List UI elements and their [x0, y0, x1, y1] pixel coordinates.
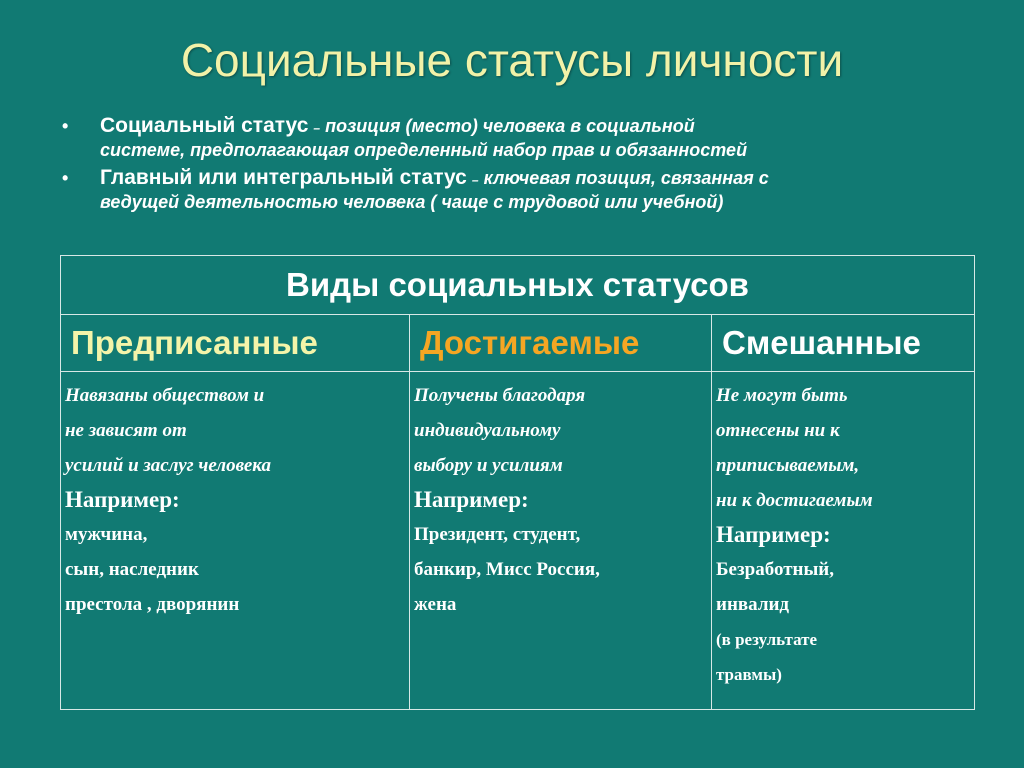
type-mixed: Смешанные: [712, 315, 975, 372]
description-line: ни к достигаемым: [716, 490, 873, 511]
description-line: Получены благодаря: [414, 385, 586, 406]
description-line: отнесены ни к: [716, 420, 840, 441]
example-line: мужчина,: [65, 524, 148, 545]
example-line: престола , дворянин: [65, 594, 240, 615]
term-main-status: Главный или интегральный статус: [100, 166, 467, 189]
status-description-row: [61, 372, 975, 710]
term-dash: –: [313, 121, 321, 135]
example-label: Например:: [716, 522, 831, 547]
description-line: усилий и заслуг человека: [65, 455, 271, 476]
bullet-icon: •: [62, 116, 69, 136]
example-label: Например:: [414, 487, 529, 512]
description-line: выбору и усилиям: [414, 455, 563, 476]
description-line: Навязаны обществом и: [65, 385, 265, 406]
table-heading: Виды социальных статусов: [61, 256, 975, 315]
definition-item-social-status: [60, 115, 960, 161]
example-note-line: (в результате: [716, 630, 818, 649]
example-line: Президент, студент,: [414, 524, 581, 545]
definition-line: ключевая позиция, связанная с: [483, 168, 769, 188]
example-note-line: травмы): [716, 665, 782, 684]
example-line: сын, наследник: [65, 559, 199, 580]
example-line: жена: [414, 594, 457, 615]
type-achieved: Достигаемые: [410, 315, 712, 372]
term-social-status: Социальный статус: [100, 114, 309, 137]
table-heading-row: [61, 256, 975, 315]
description-mixed: [712, 372, 975, 710]
description-line: Не могут быть: [716, 385, 848, 406]
example-line: банкир, Мисс Россия,: [414, 559, 600, 580]
slide-title: Социальные статусы личности: [180, 34, 844, 86]
description-prescribed: [61, 372, 410, 710]
definition-item-main-status: [60, 167, 960, 213]
example-label: Например:: [65, 487, 180, 512]
example-line: инвалид: [716, 594, 790, 615]
definition-line: позиция (место) человека в социальной: [325, 116, 695, 136]
description-line: не зависят от: [65, 420, 187, 441]
definition-line: системе, предполагающая определенный набор прав и обязанностей: [100, 140, 748, 160]
definition-line: ведущей деятельностью человека ( чаще с трудовой или учебной): [100, 192, 724, 212]
description-line: приписываемым,: [716, 455, 860, 476]
status-type-row: [61, 315, 975, 372]
example-line: Безработный,: [716, 559, 835, 580]
type-prescribed: Предписанные: [61, 315, 410, 372]
bullet-icon: •: [62, 168, 69, 188]
description-achieved: [410, 372, 712, 710]
definition-list: [60, 115, 960, 219]
status-types-table: [60, 255, 975, 710]
description-line: индивидуальному: [414, 420, 561, 441]
term-dash: –: [471, 173, 479, 187]
